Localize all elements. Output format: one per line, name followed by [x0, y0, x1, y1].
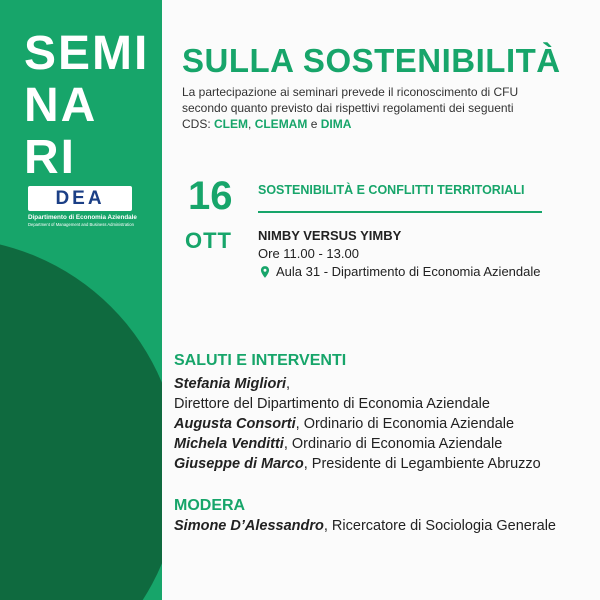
logo-subtitle-en: Department of Management and Business Administration: [28, 222, 134, 227]
intro-line-1: La partecipazione ai seminari prevede il riconoscimento di CFU: [182, 85, 519, 99]
left-panel: [0, 0, 162, 600]
event-location: [258, 264, 540, 279]
speakers-heading: SALUTI E INTERVENTI: [174, 352, 347, 369]
logo-subtitle: Dipartimento di Economia Aziendale: [28, 214, 137, 221]
cds-clem: CLEM: [214, 117, 249, 131]
moderator-name: Simone D’Alessandro: [174, 518, 324, 534]
seminari-title-line-2: NA: [24, 79, 98, 132]
speaker-role: , Ordinario di Economia Aziendale: [283, 436, 503, 452]
speaker-role: , Ordinario di Economia Aziendale: [295, 416, 515, 432]
speaker-line: [174, 454, 541, 474]
speaker-name: Giuseppe di Marco: [174, 456, 304, 472]
intro-text: [182, 84, 582, 132]
speaker-line: [174, 434, 541, 454]
moderator-role: , Ricercatore di Sociologia Generale: [323, 518, 556, 534]
intro-line-2: secondo quanto previsto dai rispettivi regolamenti dei seguenti: [182, 101, 514, 115]
speaker-line: [174, 394, 541, 414]
seminari-title-line-3: RI: [24, 131, 76, 184]
cds-sep-2: e: [307, 117, 321, 131]
moderator-heading: MODERA: [174, 497, 246, 514]
decorative-circle: [0, 238, 162, 600]
speaker-line: [174, 374, 541, 394]
divider: [258, 211, 542, 213]
dea-logo-text: DEA: [55, 187, 105, 209]
moderator-line: [174, 518, 556, 534]
dea-logo: [28, 186, 132, 211]
speakers-list: [174, 374, 541, 474]
speaker-role: , Presidente di Legambiente Abruzzo: [303, 456, 541, 472]
cds-line: [182, 116, 582, 132]
event-day: 16: [188, 174, 233, 218]
cds-sep-1: ,: [248, 117, 255, 131]
seminari-title-line-1: SEMI: [24, 27, 150, 80]
speaker-line: [174, 414, 541, 434]
speaker-name: Augusta Consorti: [174, 416, 296, 432]
cds-dima: DIMA: [320, 117, 352, 131]
event-category: SOSTENIBILITÀ E CONFLITTI TERRITORIALI: [258, 183, 525, 197]
cds-clemam: CLEMAM: [254, 117, 308, 131]
event-month: OTT: [185, 228, 232, 253]
speaker-role: ,: [286, 376, 291, 392]
speaker-name: Stefania Migliori: [174, 376, 286, 392]
cds-prefix: CDS:: [182, 117, 215, 131]
speaker-role: Direttore del Dipartimento di Economia Aziendale: [174, 396, 490, 412]
speaker-name: Michela Venditti: [174, 436, 284, 452]
page-title: SULLA SOSTENIBILITÀ: [182, 42, 561, 79]
event-title: NIMBY VERSUS YIMBY: [258, 228, 402, 243]
event-location-text: Aula 31 - Dipartimento di Economia Aziendale: [276, 264, 541, 279]
event-time: Ore 11.00 - 13.00: [258, 246, 359, 261]
location-pin-icon: [258, 265, 272, 279]
